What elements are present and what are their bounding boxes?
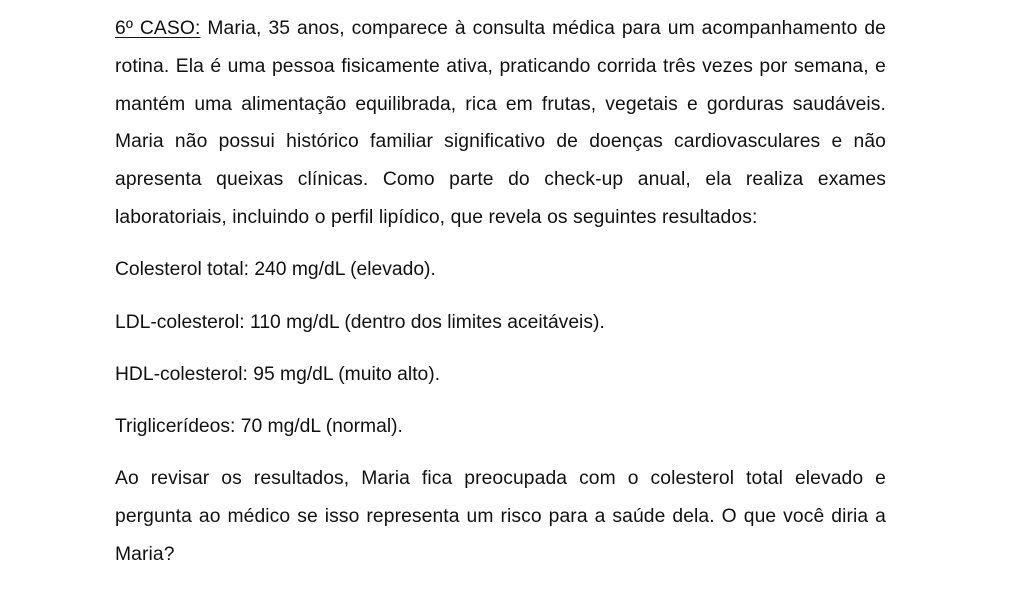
result-total-cholesterol: Colesterol total: 240 mg/dL (elevado). bbox=[115, 259, 436, 281]
case-intro-text: Maria, 35 anos, comparece à consulta médica para um acompanhamento de rotina. Ela é uma pessoa fisicamente ativa, praticando corrida três vezes por semana, e mantém uma alimentação equilibrada, rica em frutas, vegetais e gorduras saudáveis. Maria não possui histórico familiar significativo de doenças cardiovasculares e não apresenta queixas clínicas. Como parte do check-up anual, ela realiza exames laboratoriais, incluindo o perfil lipídico, que revela os seguintes resultados: bbox=[115, 18, 886, 228]
spacer bbox=[115, 341, 886, 356]
document-page bbox=[115, 10, 886, 574]
result-triglycerides: Triglicerídeos: 70 mg/dL (normal). bbox=[115, 416, 403, 438]
spacer bbox=[115, 446, 886, 461]
case-label: 6º CASO: bbox=[115, 18, 201, 39]
question-paragraph: Ao revisar os resultados, Maria fica preocupada com o colesterol total elevado e pergunta ao médico se isso representa um risco para a saúde dela. O que você diria a Maria? bbox=[115, 468, 886, 566]
result-hdl: HDL-colesterol: 95 mg/dL (muito alto). bbox=[115, 363, 441, 385]
case-intro-paragraph bbox=[115, 10, 886, 237]
spacer bbox=[115, 237, 886, 252]
result-ldl: LDL-colesterol: 110 mg/dL (dentro dos limites aceitáveis). bbox=[115, 311, 605, 333]
spacer bbox=[115, 394, 886, 409]
spacer bbox=[115, 289, 886, 304]
